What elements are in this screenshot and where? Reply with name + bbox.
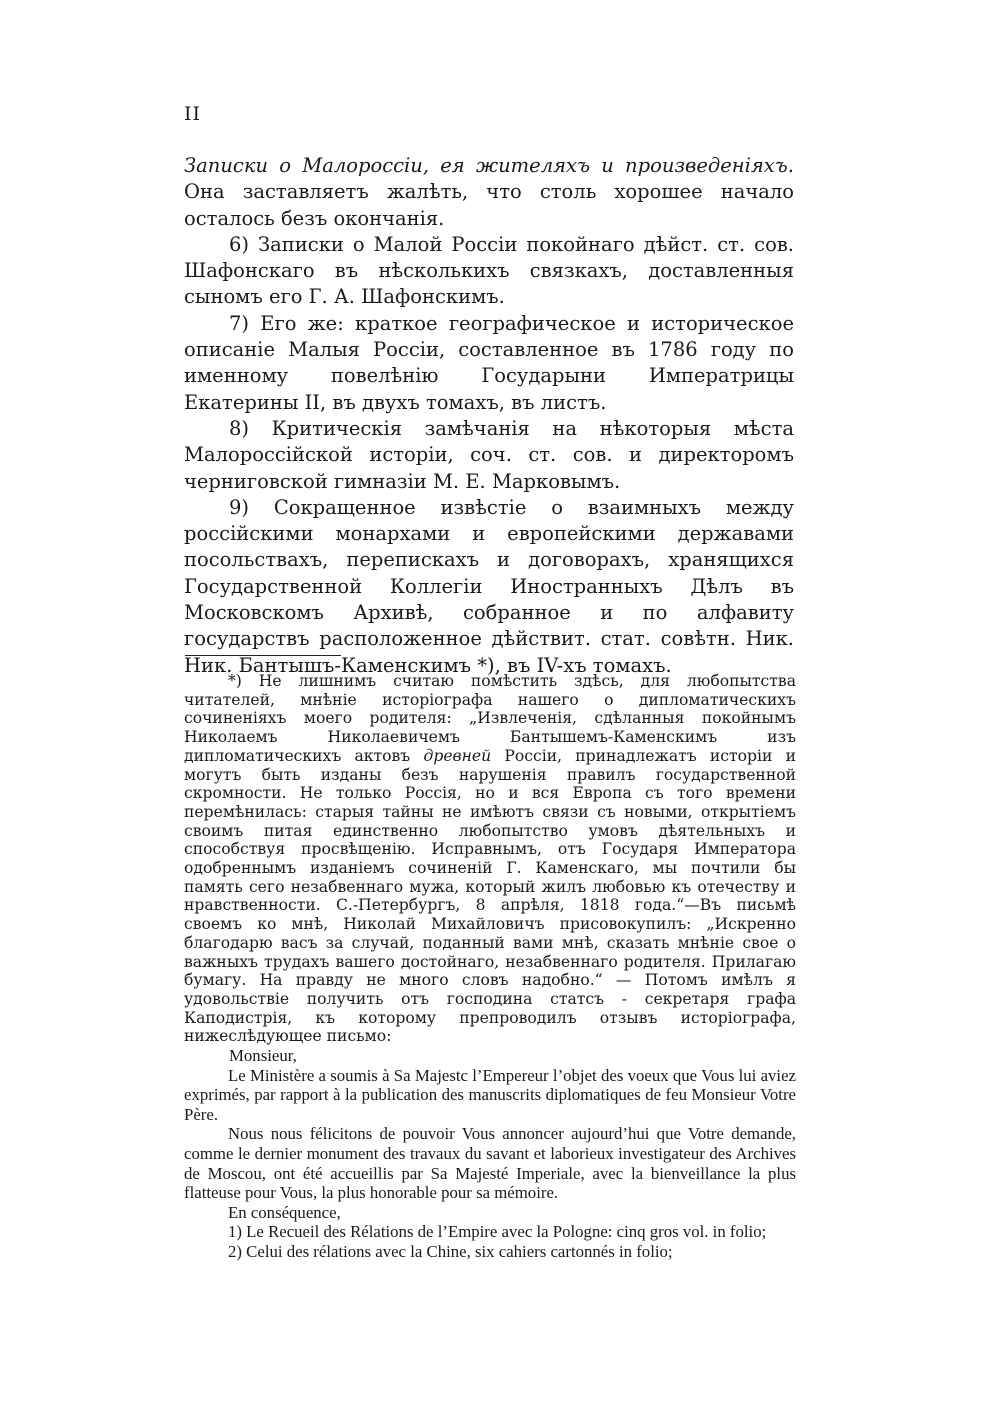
main-text	[184, 153, 794, 679]
paragraph-item-9: 9) Сокращенное извѣстіе о взаимныхъ между россійскими монархами и европейскими державами посольствахъ, перепискахъ и договорахъ, хранящихся Государственной Коллегіи Иностранныхъ Дѣлъ въ Московскомъ Архивѣ, собранное и по алфавиту государствъ расположенное дѣйствит. стат. совѣтн. Ник. Ник. Бантышъ-Каменскимъ *), въ IV-хъ томахъ.	[184, 495, 794, 677]
footnote-paragraph: *) Не лишнимъ считаю помѣстить здѣсь, для любопытства читателей, мнѣніе исторіографа нашего о дипломатическихъ сочиненіяхъ моего родителя: „Извлеченія, сдѣланныя покойнымъ Николаемъ Николаевичемъ Бантышемъ-Каменскимъ изъ дипломатическихъ актовъ древней Россіи, принадлежатъ исторіи и могутъ быть изданы безъ нарушенія правилъ государственной скромности. Не только Россія, но и вся Европа съ того времени перемѣнилась: старыя тайны не имѣютъ связи съ новыми, открытіемъ своимъ питая единственно любопытство умовъ дѣятельныхъ и способствуя просвѣщенію. Исправнымъ, отъ Государя Императора одобреннымъ изданіемъ сочиненій Г. Каменскаго, мы почтили бы память сего незабвеннаго мужа, который жилъ любовью къ отечеству и нравственности. С.-Петербургъ, 8 апрѣля, 1818 года.“—Въ письмѣ своемъ ко мнѣ, Николай Михайловичъ присовокупилъ: „Искренно благодарю васъ за случай, поданный вами мнѣ, сказать мнѣніе свое о важныхъ трудахъ вашего достойнаго, незабвеннаго родителя. Прилагаю бумагу. На правду не много словъ надобно.“ — Потомъ имѣлъ я удовольствіе получить отъ господина статсъ - секретаря графа Каподистрія, къ которому препроводилъ отзывъ исторіографа, нижеслѣдующее письмо:	[184, 672, 796, 1046]
letter-paragraph: Nous nous félicitons de pouvoir Vous annoncer aujourd’hui que Votre demande, comme le dernier monument des travaux du savant et laborieux investigateur des Archives de Moscou, ont été accueillis par Sa Majesté Imperiale, avec la bienveillance la plus flatteuse pour Vous, la plus honorable pour sa mémoire.	[184, 1124, 796, 1203]
letter-salutation: Monsieur,	[229, 1046, 297, 1066]
page-number: II	[184, 103, 202, 125]
letter-paragraph: En conséquence,	[228, 1202, 341, 1222]
letter-list-item: 1) Le Recueil des Rélations de l’Empire avec la Pologne: cinq gros vol. in folio;	[228, 1222, 767, 1242]
letter-paragraph: Le Ministère a soumis à Sa Majestc l’Empereur l’objet des voeux que Vous lui aviez exprimés, par rapport à la publication des manuscrits diplomatiques de feu Monsieur Votre Père.	[184, 1065, 796, 1124]
paragraph-continuation: Записки о Малороссіи, ея жителяхъ и произведеніяхъ. Она заставляетъ жалѣть, что столь хорошее начало осталось безъ окончанія.	[184, 154, 794, 230]
letter-list-item: 2) Celui des rélations avec la Chine, six cahiers cartonnés in folio;	[228, 1242, 673, 1261]
footnote-divider	[185, 655, 341, 656]
paragraph-item-7: 7) Его же: краткое географическое и историческое описаніе Малыя Россіи, составленное въ 1786 году по именному повелѣнію Государыни Императрицы Екатерины II, въ двухъ томахъ, въ листъ.	[184, 311, 794, 414]
italic-title: Записки о Малороссіи, ея жителяхъ и произведеніяхъ.	[184, 154, 794, 177]
paragraph-item-8: 8) Критическія замѣчанія на нѣкоторыя мѣста Малороссійской исторіи, соч. ст. сов. и директоромъ черниговской гимназіи М. Е. Марковымъ.	[184, 416, 794, 493]
paragraph-item-6: 6) Записки о Малой Россіи покойнаго дѣйст. ст. сов. Шафонскаго въ нѣсколькихъ связкахъ, доставленныя сыномъ его Г. А. Шафонскимъ.	[184, 232, 794, 309]
footnote	[184, 672, 796, 1262]
